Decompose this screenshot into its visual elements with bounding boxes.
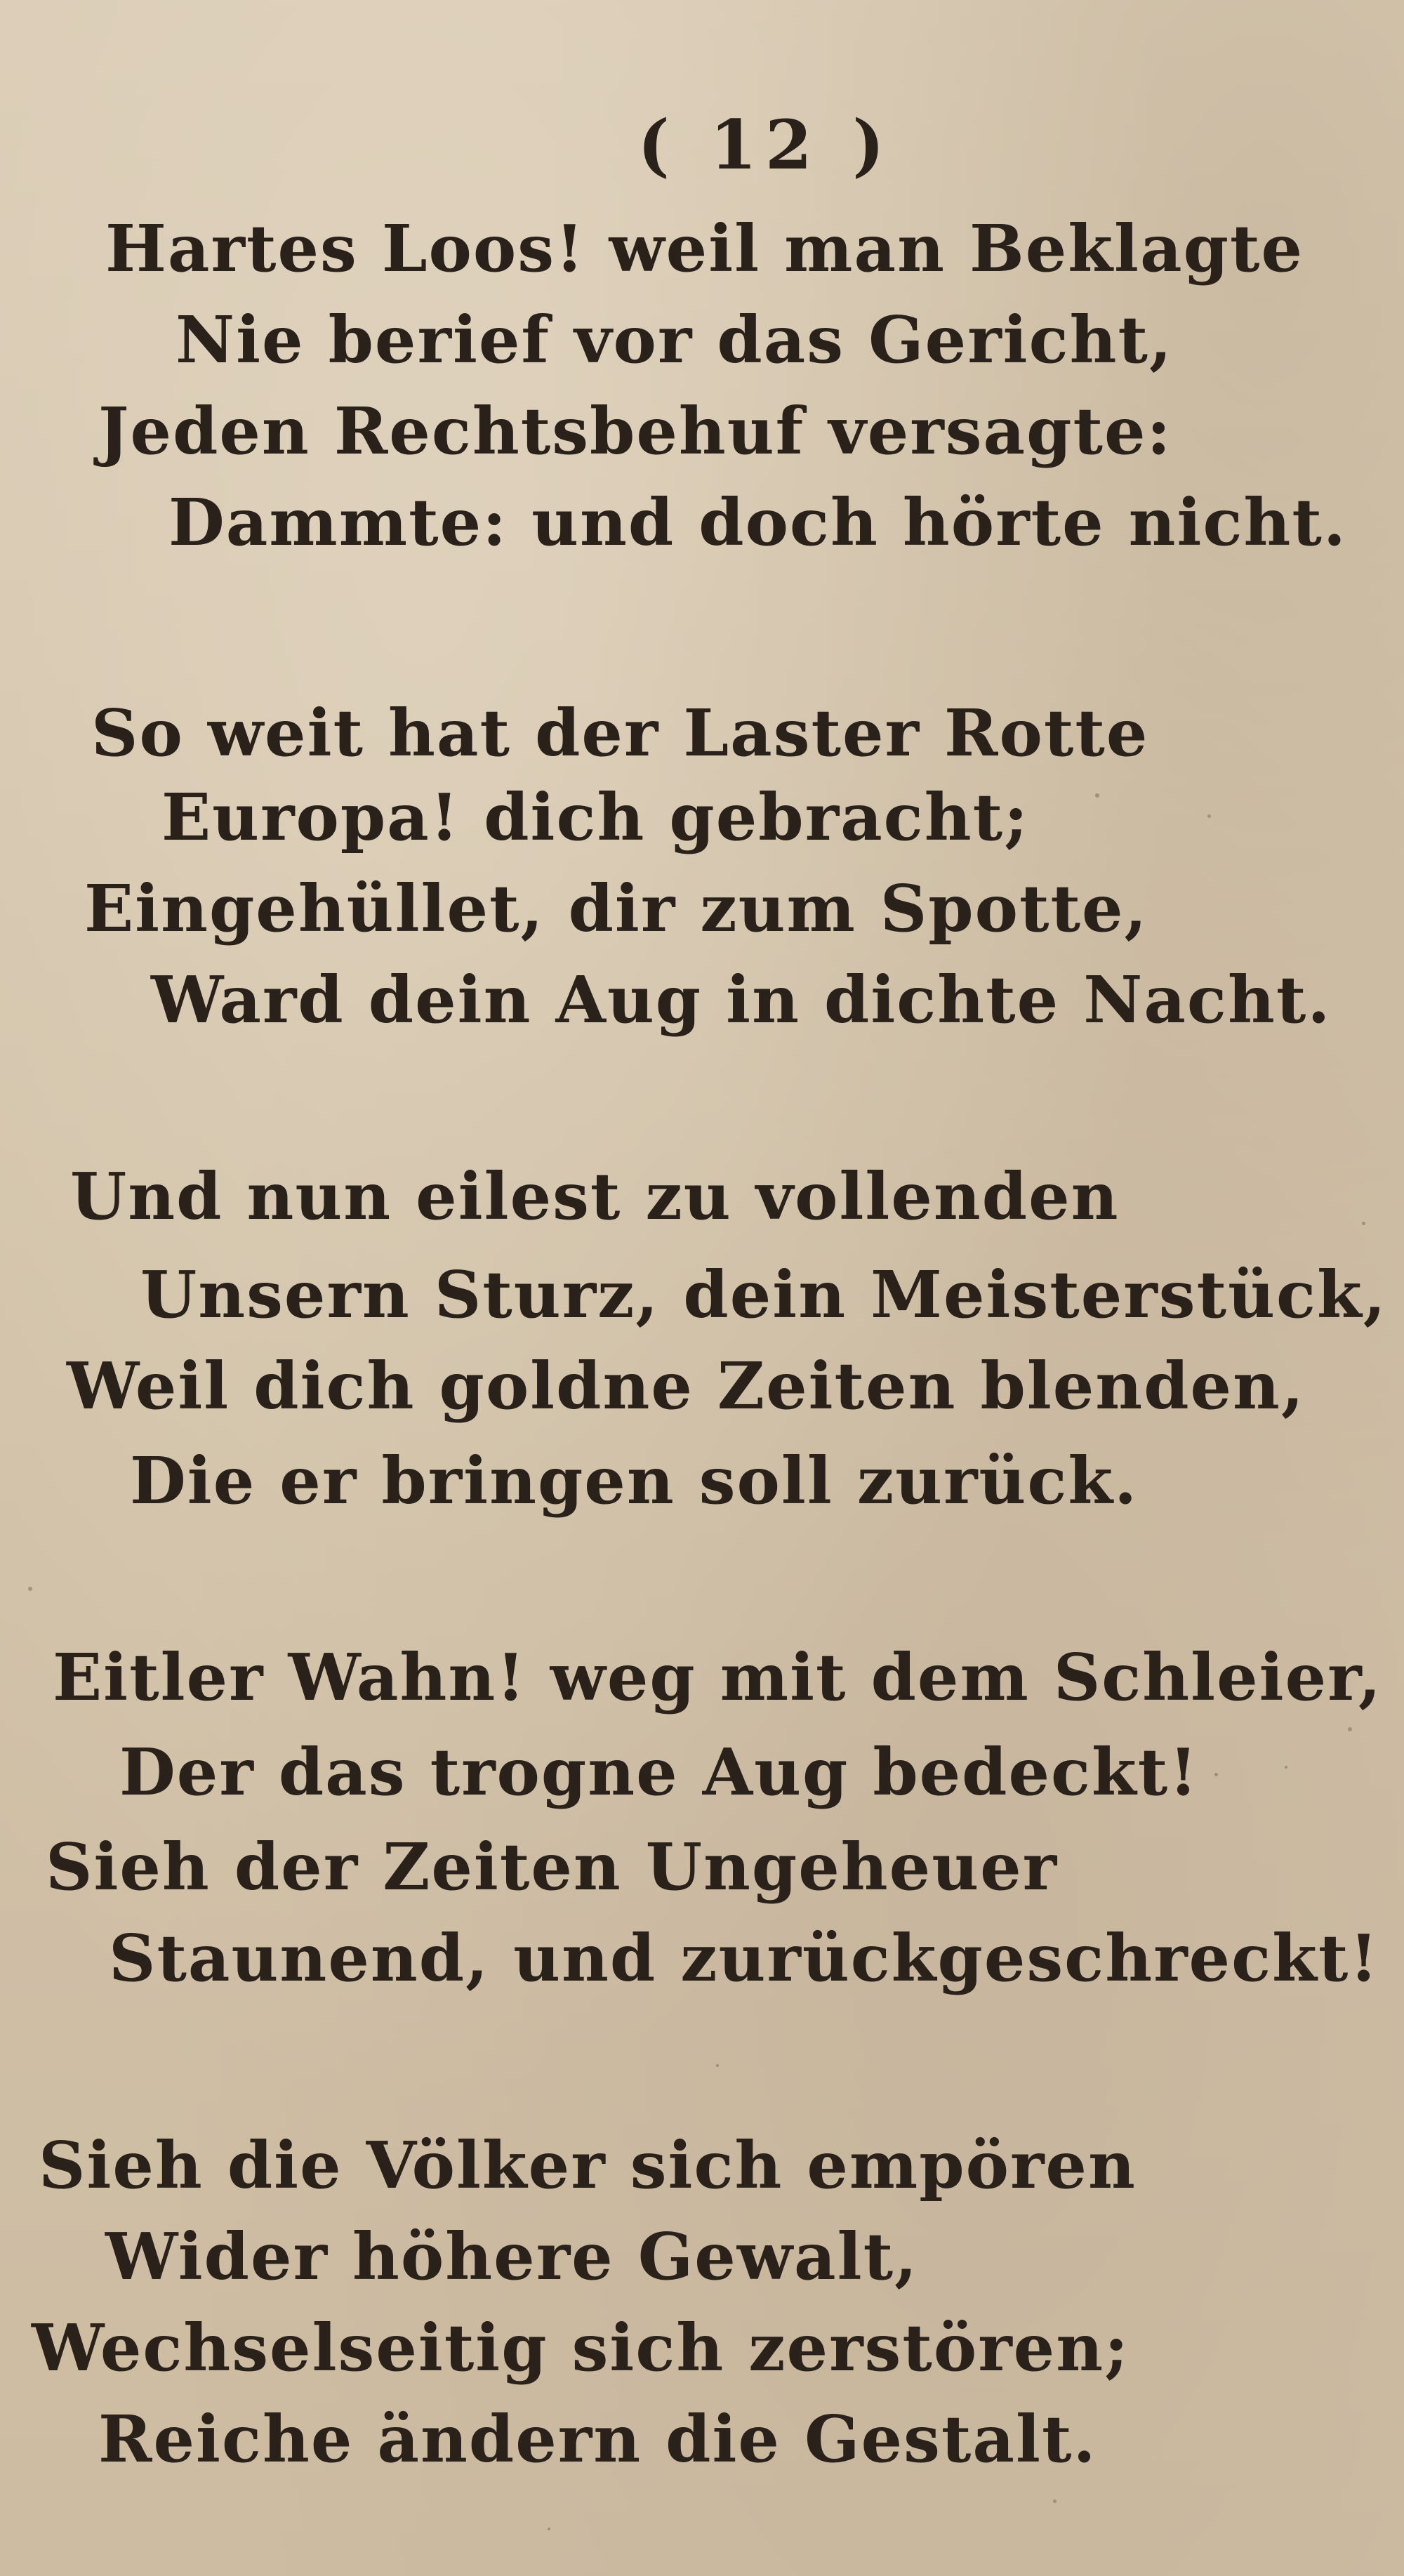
paper-speck <box>1285 1766 1287 1769</box>
paper-speck <box>1348 1727 1352 1731</box>
paper-speck <box>1095 793 1099 798</box>
verse-line: Nie berief vor das Gericht, <box>176 302 1174 378</box>
verse-line: Reiche ändern die Gestalt. <box>98 2401 1097 2477</box>
verse-line: Europa! dich gebracht; <box>161 779 1030 855</box>
verse-line: Sieh der Zeiten Ungeheuer <box>46 1829 1059 1905</box>
verse-line: Weil dich goldne Zeiten blenden, <box>67 1348 1305 1424</box>
verse-line: Jeden Rechtsbehuf versagte: <box>98 393 1172 469</box>
verse-line: Wechselseitig sich zerstören; <box>32 2310 1130 2386</box>
verse-line: Die er bringen soll zurück. <box>130 1443 1139 1519</box>
verse-line: Und nun eilest zu vollenden <box>70 1158 1120 1234</box>
verse-line: Wider höhere Gewalt, <box>105 2219 919 2294</box>
paper-speck <box>1362 1222 1365 1225</box>
paper-speck <box>1053 2499 1057 2503</box>
paper-speck <box>1207 814 1211 818</box>
paper-speck <box>716 2064 719 2067</box>
verse-line: So weit hat der Laster Rotte <box>91 695 1149 771</box>
verse-line: Sieh die Völker sich empören <box>39 2127 1137 2203</box>
verse-line: Eitler Wahn! weg mit dem Schleier, <box>53 1639 1382 1715</box>
page-number: ( 12 ) <box>637 105 893 185</box>
verse-line: Ward dein Aug in dichte Nacht. <box>151 962 1332 1038</box>
verse-line: Der das trogne Aug bedeckt! <box>119 1734 1199 1810</box>
verse-line: Dammte: und doch hörte nicht. <box>168 484 1347 560</box>
paper-speck <box>548 2528 550 2530</box>
paper-speck <box>28 1587 32 1591</box>
paper-speck <box>1214 1773 1218 1776</box>
verse-line: Staunend, und zurückgeschreckt! <box>109 1920 1379 1996</box>
verse-line: Hartes Loos! weil man Beklagte <box>105 211 1304 286</box>
verse-line: Eingehüllet, dir zum Spotte, <box>84 871 1148 946</box>
verse-line: Unsern Sturz, dein Meisterstück, <box>140 1257 1387 1333</box>
